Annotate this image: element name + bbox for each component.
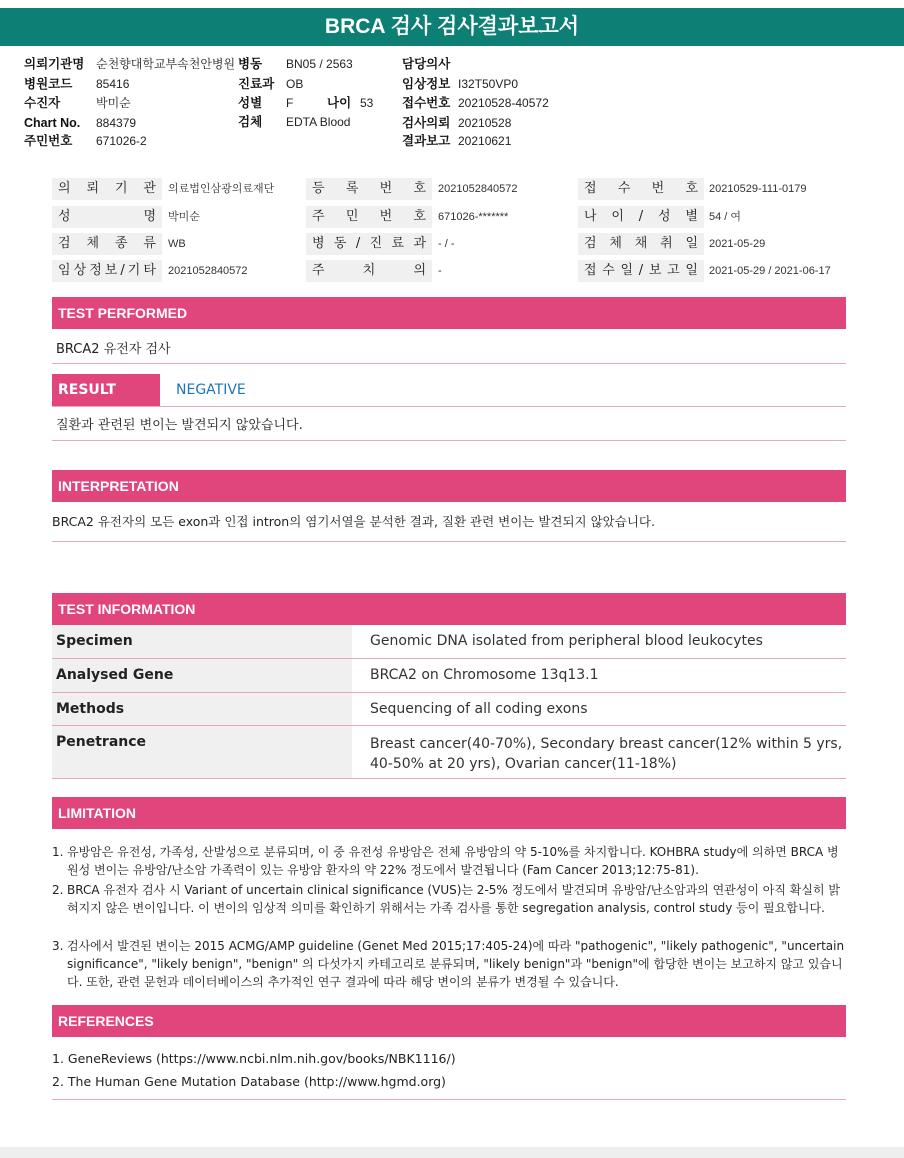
info-value-requester: 의료법인삼광의료재단 <box>168 183 275 195</box>
info-label-regno: 등 록 번 호 <box>306 178 432 200</box>
divider <box>52 406 846 407</box>
request-value: 20210528 <box>458 116 512 130</box>
info-label-spectype: 검 체 종 류 <box>52 233 162 255</box>
chart-label: Chart No. <box>24 116 81 130</box>
reference-item: 1. GeneReviews (https://www.ncbi.nlm.nih.gov/books/NBK1116/) <box>52 1051 456 1066</box>
age-label: 나이 <box>327 96 352 110</box>
reference-item: 2. The Human Gene Mutation Database (http://www.hgmd.org) <box>52 1074 446 1089</box>
list-item <box>52 937 846 991</box>
rrn-value: 671026-2 <box>96 134 147 148</box>
hospital-label: 의뢰기관명 <box>24 57 85 71</box>
report-value: 20210621 <box>458 134 512 148</box>
divider <box>52 440 846 441</box>
chart-value: 884379 <box>96 116 137 130</box>
doctor-label: 담당의사 <box>402 57 451 71</box>
result-row <box>52 374 846 406</box>
info-value-warddept: - / - <box>438 238 455 250</box>
hospcode-label: 병원코드 <box>24 77 73 91</box>
info-value-physician: - <box>438 265 442 277</box>
divider <box>52 541 846 542</box>
table-value: Sequencing of all coding exons <box>370 701 588 717</box>
table-key: Methods <box>52 693 352 725</box>
dept-value: OB <box>286 77 304 91</box>
list-item-number: 2. <box>52 883 64 897</box>
references-heading: REFERENCES <box>52 1005 846 1037</box>
request-label: 검사의뢰 <box>402 116 451 130</box>
test-performed-heading: TEST PERFORMED <box>52 297 846 329</box>
rrn-label: 주민번호 <box>24 134 73 148</box>
list-item-number: 3. <box>52 939 64 953</box>
list-item-text: 유방암은 유전성, 가족성, 산발성으로 분류되며, 이 중 유전성 유방암은 전체 유방암의 약 5-10%를 차지합니다. KOHBRA study에 의하면 BRCA 병원성 변이는 유방암/난소암 가족력이 있는 유방암 환자의 약 22% 정도에서 발견됩니다 (Fam Cancer 2013;12:75-81). <box>67 845 839 877</box>
table-value: Breast cancer(40-70%), Secondary breast cancer(12% within 5 yrs, 40-50% at 20 yrs), Ovarian cancer(11-18%) <box>370 736 843 772</box>
patient-header <box>0 50 904 163</box>
info-value-agesex: 54 / 여 <box>709 211 742 223</box>
table-row <box>52 726 846 779</box>
clinical-value: I32T50VP0 <box>458 77 519 91</box>
table-key: Penetrance <box>52 726 352 778</box>
info-value-clinical: 2021052840572 <box>168 265 248 277</box>
info-value-dates: 2021-05-29 / 2021-06-17 <box>709 265 831 277</box>
info-label-receiptno: 접 수 번 호 <box>578 178 704 200</box>
info-label-agesex: 나 이 / 성 별 <box>578 206 704 228</box>
age-value: 53 <box>360 96 374 110</box>
limitation-heading: LIMITATION <box>52 797 846 829</box>
dept-label: 진료과 <box>238 77 275 91</box>
table-row <box>52 659 846 693</box>
divider <box>52 363 846 364</box>
table-value: BRCA2 on Chromosome 13q13.1 <box>370 667 599 683</box>
list-item-number: 1. <box>52 845 64 859</box>
info-value-spectype: WB <box>168 238 186 250</box>
ward-label: 병동 <box>238 57 263 71</box>
list-item-text: 검사에서 발견된 변이는 2015 ACMG/AMP guideline (Genet Med 2015;17:405-24)에 따라 "pathogenic", "likely pathogenic", "uncertain significance", "likely benign", "benign" 의 다섯가지 카테고리로 분류되며, "likely benign"과 "benign"에 합당한 변이는 보고하지 않고 있습니다. 또한, 관련 문헌과 데이터베이스의 추가적인 연구 결과에 따라 해당 변이의 분류가 변경될 수 있습니다. <box>67 939 845 989</box>
info-value-rrn: 671026-******* <box>438 211 509 223</box>
list-item <box>52 843 846 879</box>
report-title: BRCA 검사 검사결과보고서 <box>0 8 904 46</box>
info-value-name: 박미순 <box>168 211 200 223</box>
info-value-regno: 2021052840572 <box>438 183 518 195</box>
table-key: Analysed Gene <box>52 659 352 692</box>
interpretation-text: BRCA2 유전자의 모든 exon과 인접 intron의 염기서열을 분석한 결과, 질환 관련 변이는 발견되지 않았습니다. <box>52 514 655 529</box>
receipt-value: 20210528-40572 <box>458 96 549 110</box>
receipt-label: 접수번호 <box>402 96 451 110</box>
clinical-label: 임상정보 <box>402 77 451 91</box>
info-label-clinical: 임 상 정 보 / 기 타 <box>52 260 162 282</box>
test-information-heading: TEST INFORMATION <box>52 593 846 625</box>
table-row <box>52 625 846 659</box>
specimen-value: EDTA Blood <box>286 115 351 129</box>
test-performed-text: BRCA2 유전자 검사 <box>56 342 171 357</box>
ward-value: BN05 / 2563 <box>286 57 353 71</box>
hospital-value: 순천향대학교부속천안병원 <box>96 57 236 71</box>
sex-value: F <box>286 96 294 110</box>
interpretation-heading: INTERPRETATION <box>52 470 846 502</box>
bottom-strip <box>0 1147 904 1158</box>
info-label-collectdate: 검 체 채 취 일 <box>578 233 704 255</box>
result-label: RESULT <box>52 374 160 406</box>
patient-label: 수진자 <box>24 96 61 110</box>
table-row <box>52 693 846 726</box>
report-label: 결과보고 <box>402 134 451 148</box>
hospcode-value: 85416 <box>96 77 130 91</box>
divider <box>52 1099 846 1100</box>
table-key: Specimen <box>52 625 352 658</box>
list-item <box>52 881 846 917</box>
specimen-label: 검체 <box>238 115 263 129</box>
info-label-warddept: 병 동 / 진 료 과 <box>306 233 432 255</box>
info-label-physician: 주 치 의 <box>306 260 432 282</box>
table-value: Genomic DNA isolated from peripheral blood leukocytes <box>370 633 763 649</box>
info-value-receiptno: 20210529-111-0179 <box>709 183 807 195</box>
result-value: NEGATIVE <box>176 382 246 398</box>
sex-label: 성별 <box>238 96 263 110</box>
result-text: 질환과 관련된 변이는 발견되지 않았습니다. <box>56 418 303 433</box>
info-label-requester: 의 뢰 기 관 <box>52 178 162 200</box>
info-label-dates: 접 수 일 / 보 고 일 <box>578 260 704 282</box>
info-label-rrn: 주 민 번 호 <box>306 206 432 228</box>
info-label-name: 성 명 <box>52 206 162 228</box>
list-item-text: BRCA 유전자 검사 시 Variant of uncertain clinical significance (VUS)는 2-5% 정도에서 발견되며 유방암/난소암과의 연관성이 아직 확실히 밝혀지지 않은 변이입니다. 이 변이의 임상적 의미를 확인하기 위해서는 가족 검사를 통한 segregation analysis, control study 등이 필요합니다. <box>67 883 840 915</box>
patient-value: 박미순 <box>96 96 131 110</box>
info-value-collectdate: 2021-05-29 <box>709 238 766 250</box>
